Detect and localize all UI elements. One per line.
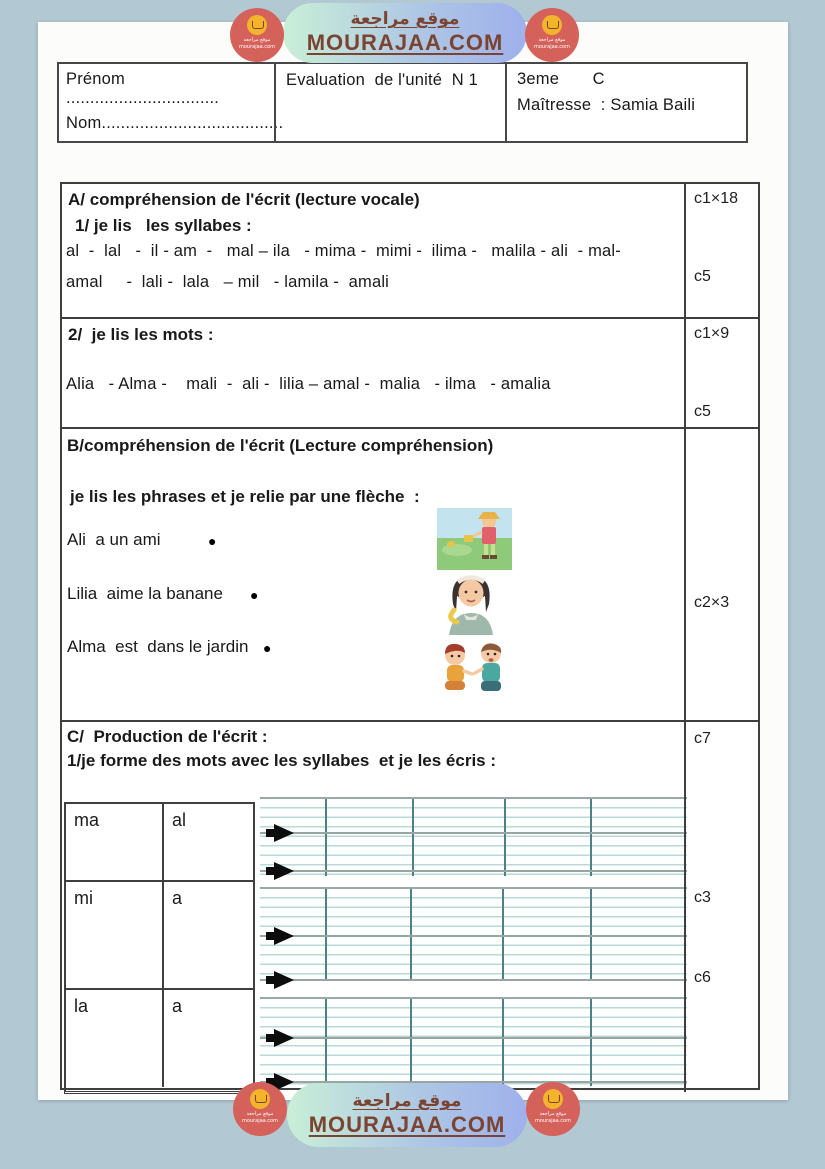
match-dot-2: ● <box>250 587 259 603</box>
mourajaa-logo <box>233 1082 287 1136</box>
teacher-name: Maîtresse : Samia Baili <box>517 96 696 114</box>
mark-c1x9: c1×9 <box>694 325 730 342</box>
section-2-title: 2/ je lis les mots : <box>68 325 214 344</box>
header-table <box>57 62 748 143</box>
syllable-table <box>64 802 255 1094</box>
write-here-arrow-icon <box>274 927 294 945</box>
bottom-banner <box>287 1083 527 1147</box>
logo-url-text: mourajaa.com <box>241 1117 278 1124</box>
banner-arabic-title: موقع مراجعة <box>350 9 460 30</box>
section-c-title: C/ Production de l'écrit : <box>67 727 268 746</box>
mark-c1x18: c1×18 <box>694 190 739 207</box>
evaluation-title: Evaluation de l'unité N 1 <box>286 71 478 89</box>
mark-c7: c7 <box>694 730 711 747</box>
section-a-marks-cell <box>684 184 758 317</box>
section-c-marks-cell <box>684 722 758 1092</box>
child-in-garden-image <box>437 508 512 570</box>
syllable-row-2 <box>66 882 253 990</box>
section-b-marks-cell <box>684 429 758 720</box>
write-here-arrow-icon <box>274 824 294 842</box>
class-teacher-cell <box>505 64 748 141</box>
class-level: 3eme C <box>517 70 605 88</box>
phrase-ali: Ali a un ami <box>67 530 161 549</box>
write-here-arrow-icon <box>274 971 294 989</box>
mark-c5: c5 <box>694 403 711 420</box>
prenom-field: Prénom ................................ <box>66 70 220 107</box>
logo-arabic-text: موقع مراجعة <box>539 1111 567 1117</box>
section-b-title: B/compréhension de l'écrit (Lecture compréhension) <box>67 436 494 455</box>
section-a-subtitle: 1/ je lis les syllabes : <box>75 216 252 235</box>
mark-c3: c3 <box>694 889 711 906</box>
banner-site-url: MOURAJAA.COM <box>308 1112 506 1138</box>
book-icon <box>250 1089 270 1109</box>
logo-url-text: mourajaa.com <box>238 43 275 50</box>
book-icon <box>543 1089 563 1109</box>
writing-lines-block-2 <box>260 887 687 981</box>
syllable-cell: al <box>172 810 187 830</box>
logo-arabic-text: موقع مراجعة <box>246 1111 274 1117</box>
nom-field: Nom...................................... <box>66 114 284 132</box>
section-c-production-ecrit <box>62 720 758 1092</box>
syllable-cell: la <box>74 996 89 1016</box>
banner-arabic-title: موقع مراجعة <box>352 1091 462 1112</box>
logo-arabic-text: موقع مراجعة <box>538 37 566 43</box>
section-2-marks-cell <box>684 319 758 427</box>
mourajaa-logo <box>526 1082 580 1136</box>
writing-lines-block-1 <box>260 797 687 876</box>
writing-lines-block-3 <box>260 997 687 1086</box>
evaluation-title-cell <box>274 64 505 141</box>
syllable-row-3 <box>66 990 253 1087</box>
syllable-cell: a <box>172 888 183 908</box>
syllable-cell: a <box>172 996 183 1016</box>
section-2-mots <box>62 317 758 427</box>
syllables-line-2: amal - lali - lala – mil - lamila - amali <box>66 273 390 291</box>
phrase-lilia: Lilia aime la banane <box>67 584 223 603</box>
section-b-lecture-comprehension <box>62 427 758 720</box>
section-a-title: A/ compréhension de l'écrit (lecture vocale) <box>68 190 420 209</box>
match-dot-1: ● <box>208 533 217 549</box>
words-line: Alia - Alma - mali - ali - lilia – amal - malia - ilma - amalia <box>66 375 551 393</box>
syllables-line-1: al - lal - il - am - mal – ila - mima - mimi - ilima - malila - ali - mal- <box>66 242 621 260</box>
syllable-cell: ma <box>74 810 100 830</box>
write-here-arrow-icon <box>274 1029 294 1047</box>
logo-url-text: mourajaa.com <box>533 43 570 50</box>
syllable-cell: mi <box>74 888 93 908</box>
section-b-instruction: je lis les phrases et je relie par une flèche : <box>70 487 420 506</box>
phrase-alma: Alma est dans le jardin <box>67 637 249 656</box>
mourajaa-logo <box>525 8 579 62</box>
book-icon <box>542 15 562 35</box>
match-dot-3: ● <box>263 640 272 656</box>
section-c-subtitle: 1/je forme des mots avec les syllabes et je les écris : <box>67 751 497 770</box>
exercise-table <box>60 182 760 1090</box>
mark-c2x3: c2×3 <box>694 594 730 611</box>
write-here-arrow-icon <box>274 862 294 880</box>
logo-arabic-text: موقع مراجعة <box>243 37 271 43</box>
mark-c6: c6 <box>694 969 711 986</box>
logo-url-text: mourajaa.com <box>534 1117 571 1124</box>
two-children-talking-image <box>436 641 512 696</box>
top-banner <box>283 3 527 63</box>
book-icon <box>247 15 267 35</box>
woman-holding-banana-image <box>441 570 501 635</box>
syllable-row-1 <box>66 804 253 882</box>
section-a-lecture-vocale <box>62 184 758 317</box>
student-name-cell <box>59 64 284 141</box>
banner-site-url: MOURAJAA.COM <box>306 30 504 56</box>
mourajaa-logo <box>230 8 284 62</box>
mark-c5: c5 <box>694 268 711 285</box>
